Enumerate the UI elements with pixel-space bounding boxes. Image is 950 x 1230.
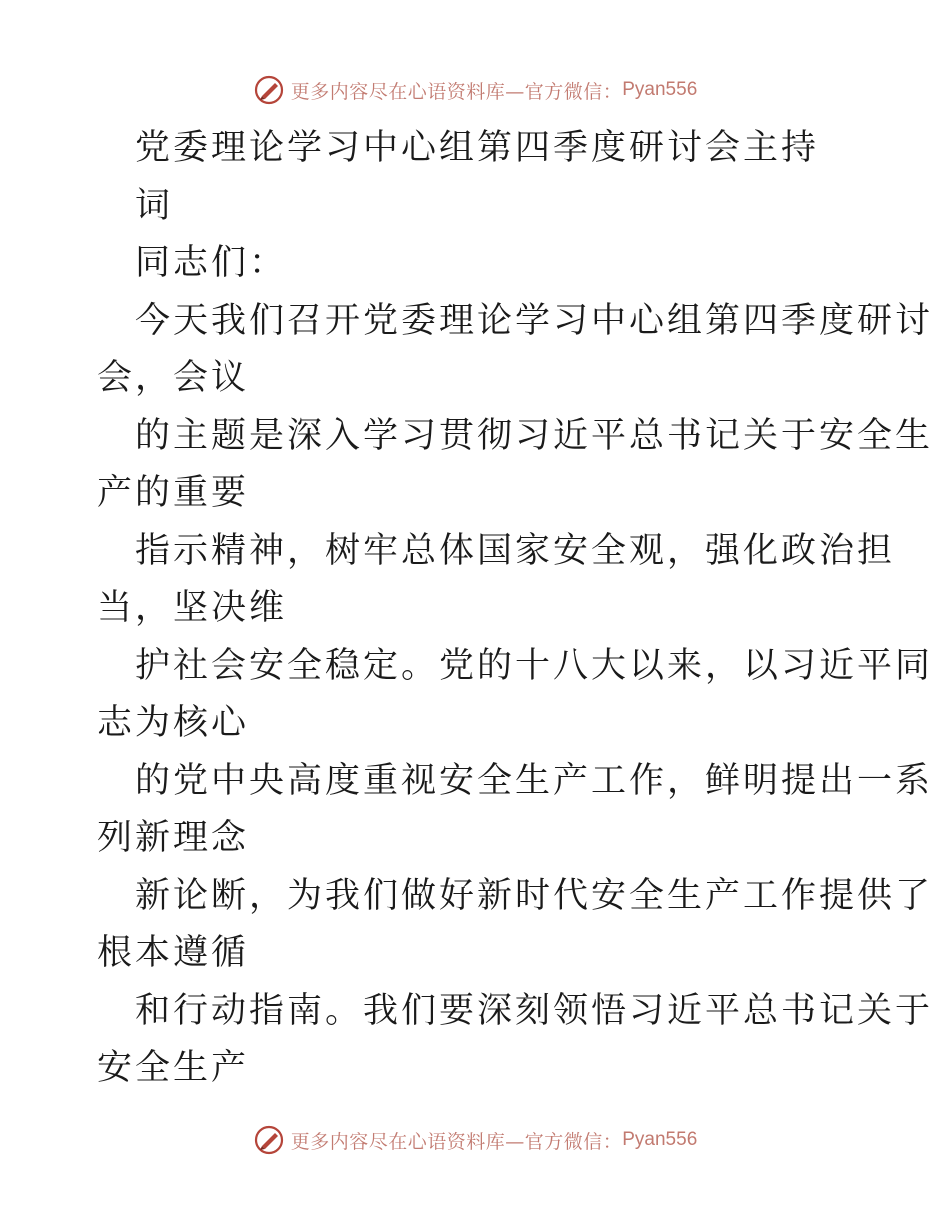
footer-watermark-banner [0, 1123, 950, 1157]
doc-line: 当，坚决维 [97, 588, 288, 628]
doc-line: 的党中央高度重视安全生产工作，鲜明提出一系 [135, 760, 934, 801]
banner-brand: Pyan556 [622, 1129, 698, 1150]
document-body [97, 120, 934, 1098]
pen-logo-icon [253, 74, 285, 106]
doc-line: 词 [135, 185, 174, 226]
doc-line: 会，会议 [97, 358, 250, 398]
doc-line: 和行动指南。我们要深刻领悟习近平总书记关于 [135, 990, 934, 1031]
banner-text: 更多内容尽在心语资料库—官方微信： [290, 80, 623, 103]
pen-logo-icon [253, 1124, 285, 1156]
doc-line: 指示精神，树牢总体国家安全观，强化政治担 [135, 530, 896, 571]
doc-line: 根本遵循 [97, 933, 250, 973]
doc-line: 产的重要 [97, 473, 250, 513]
banner-text: 更多内容尽在心语资料库—官方微信： [290, 1130, 623, 1153]
doc-line: 的主题是深入学习贯彻习近平总书记关于安全生 [135, 415, 934, 456]
doc-line: 党委理论学习中心组第四季度研讨会主持 [135, 128, 820, 168]
banner-brand: Pyan556 [622, 79, 698, 100]
doc-line: 今天我们召开党委理论学习中心组第四季度研讨 [135, 300, 934, 341]
doc-line: 列新理念 [97, 818, 250, 858]
doc-line: 新论断，为我们做好新时代安全生产工作提供了 [135, 875, 934, 916]
doc-line: 志为核心 [97, 703, 250, 743]
header-watermark-banner [0, 73, 950, 107]
doc-line: 护社会安全稳定。党的十八大以来，以习近平同 [135, 645, 934, 686]
doc-line: 安全生产 [97, 1048, 250, 1088]
doc-line: 同志们： [135, 243, 288, 283]
